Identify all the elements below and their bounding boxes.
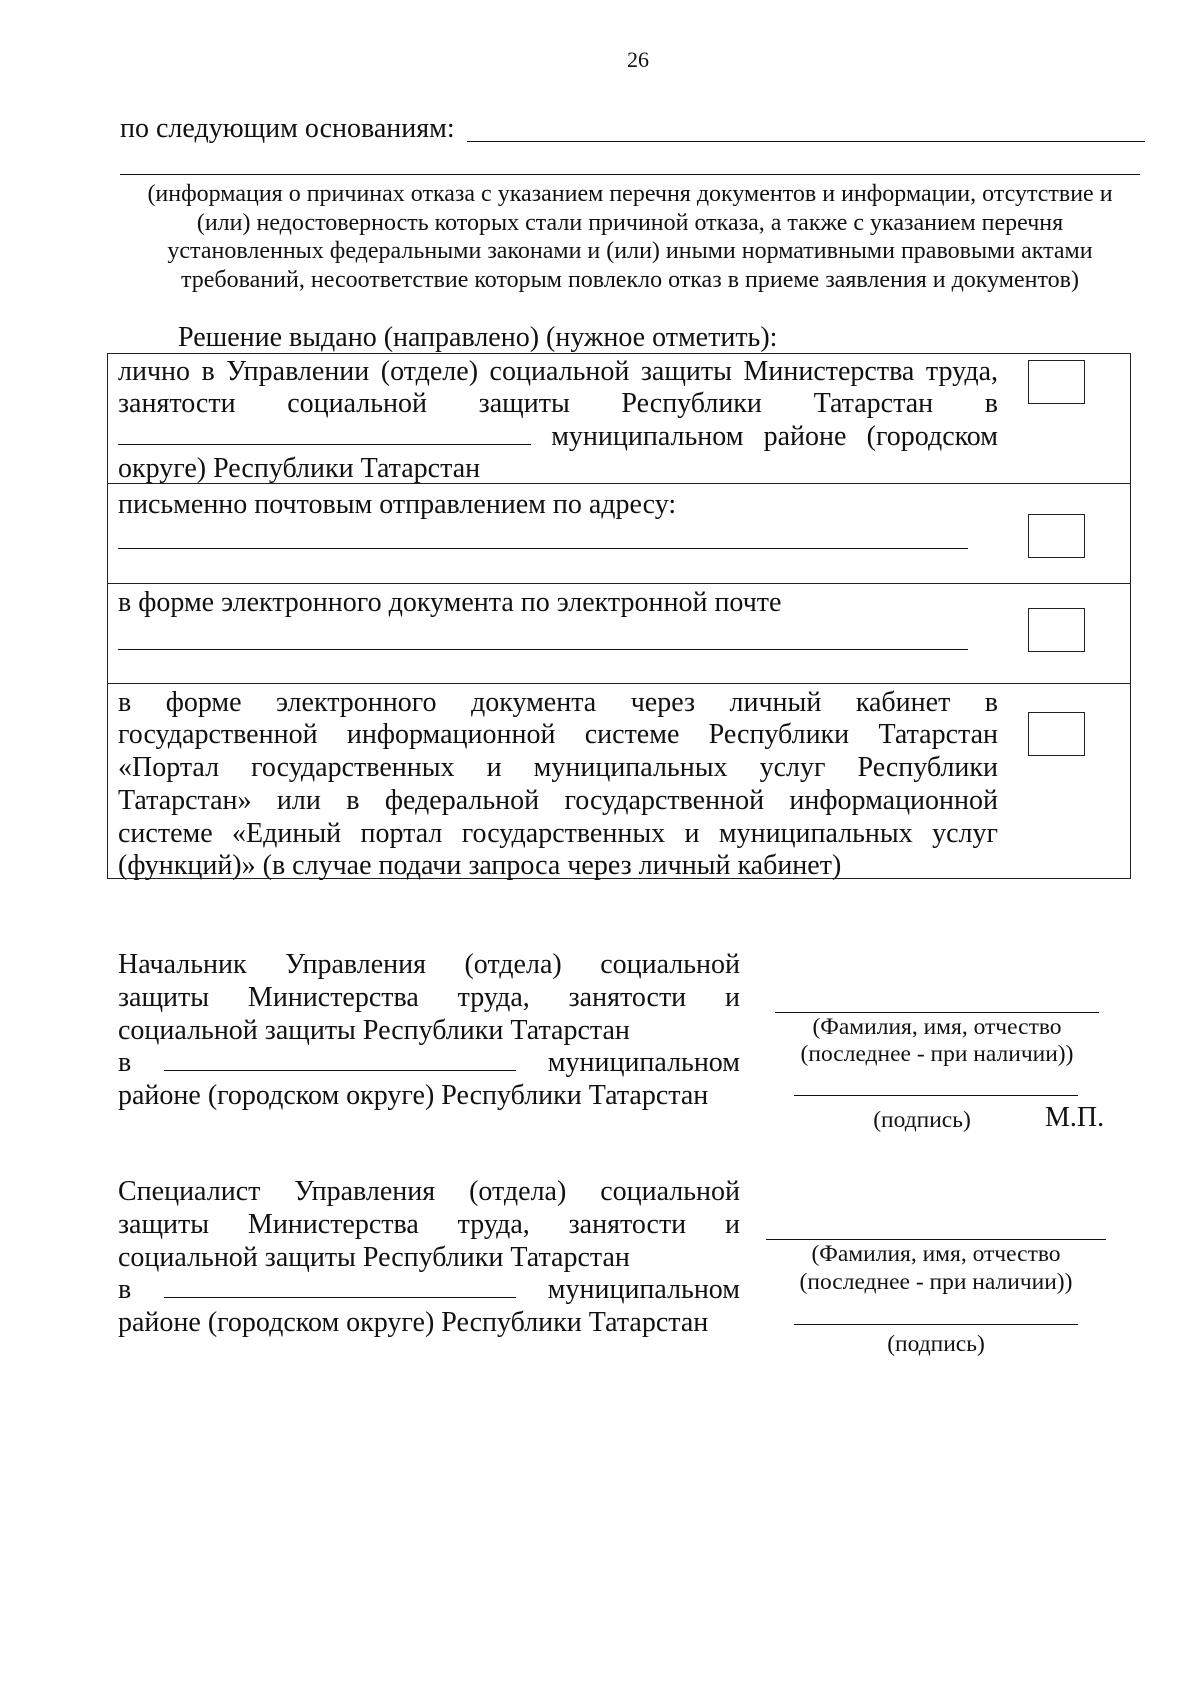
caption-line: (последнее - при наличии))	[799, 1269, 1073, 1295]
option-text-line: в форме электронного документа через личный кабинет в	[118, 686, 998, 718]
full-name-caption	[775, 1014, 1099, 1068]
district-suffix: муниципальном	[547, 1047, 740, 1079]
option-by-mail-text: письменно почтовым отправлением по адресу:	[118, 488, 677, 520]
option-in-person	[108, 354, 1130, 483]
option-text-line: (функций)» (в случае подачи запроса через личный кабинет)	[118, 850, 842, 882]
stamp-place-label: М.П.	[1045, 1102, 1105, 1133]
email-field	[118, 620, 968, 650]
address-field	[118, 519, 968, 549]
grounds-note-line: требований, несоответствие которым повлекло отказ в приеме заявления и документов)	[181, 267, 1079, 294]
head-full-name-field	[775, 983, 1099, 1013]
option-in-person-text	[118, 356, 998, 486]
head-signature-field	[794, 1066, 1078, 1096]
option-text-line: государственной информационной системе Республики Татарстан	[118, 719, 998, 751]
grounds-label: по следующим основаниям:	[120, 113, 455, 144]
option-text-fragment: муниципальном районе (городском	[551, 420, 998, 452]
decision-heading: Решение выдано (направлено) (нужное отметить):	[178, 322, 778, 353]
option-text-line: Татарстан» или в федеральной государственной информационной	[118, 784, 998, 816]
position-line: районе (городском округе) Республики Татарстан	[118, 1307, 709, 1339]
specialist-signature-field	[794, 1295, 1078, 1325]
caption-line: (Фамилия, имя, отчество	[812, 1014, 1062, 1040]
checkbox-personal-account	[1028, 712, 1085, 756]
caption-line: (Фамилия, имя, отчество	[811, 1241, 1061, 1267]
option-personal-account-text	[118, 687, 998, 884]
position-line: защиты Министерства труда, занятости и	[118, 981, 740, 1013]
grounds-continuation-line	[120, 174, 1140, 175]
grounds-note-line: (информация о причинах отказа с указанием перечня документов и информации, отсутствие и	[147, 181, 1113, 207]
position-line-with-field	[118, 1047, 740, 1080]
grounds-note-line: установленных федеральными законами и (или) иными нормативными правовыми актами	[167, 238, 1093, 265]
position-line: Начальник Управления (отдела) социальной	[118, 949, 740, 980]
signature-caption: (подпись)	[887, 1331, 985, 1357]
position-line: защиты Министерства труда, занятости и	[118, 1208, 740, 1240]
option-by-email	[108, 583, 1130, 683]
option-text-line: системе «Единый портал государственных и муниципальных услуг	[118, 817, 998, 849]
option-personal-account	[108, 683, 1130, 882]
checkbox-by-mail	[1028, 514, 1085, 558]
page-number: 26	[627, 47, 649, 72]
option-text-line-with-field	[118, 421, 998, 454]
district-prefix: в	[118, 1047, 132, 1079]
district-field	[118, 423, 531, 445]
district-field	[164, 1276, 516, 1298]
grounds-field	[467, 111, 1145, 142]
district-prefix: в	[118, 1274, 132, 1306]
option-by-mail	[108, 483, 1130, 583]
position-line-with-field	[118, 1274, 740, 1307]
position-line: районе (городском округе) Республики Татарстан	[118, 1080, 709, 1112]
decision-options-table	[107, 353, 1131, 882]
district-field	[164, 1049, 516, 1071]
checkbox-by-email	[1028, 608, 1085, 652]
option-text-line: лично в Управлении (отделе) социальной защиты Министерства труда,	[118, 355, 998, 387]
signature-caption: (подпись)	[873, 1107, 971, 1133]
position-line: социальной защиты Республики Татарстан	[118, 1014, 630, 1046]
full-name-caption	[766, 1240, 1106, 1296]
option-text-line: занятости социальной защиты Республики Татарстан в	[118, 388, 998, 419]
position-line: социальной защиты Республики Татарстан	[118, 1241, 630, 1273]
specialist-position-text	[118, 1176, 740, 1340]
checkbox-in-person	[1028, 360, 1085, 404]
grounds-note	[120, 180, 1140, 295]
specialist-full-name-field	[766, 1210, 1106, 1240]
option-text-line: округе) Республики Татарстан	[118, 453, 481, 484]
grounds-note-line: (или) недостоверность которых стали причиной отказа, а также с указанием перечня	[196, 209, 1064, 236]
option-by-email-text: в форме электронного документа по электронной почте	[118, 586, 782, 618]
position-line: Специалист Управления (отдела) социальной	[118, 1176, 740, 1207]
caption-line: (последнее - при наличии))	[800, 1041, 1074, 1067]
district-suffix: муниципальном	[547, 1274, 740, 1306]
option-text-line: «Портал государственных и муниципальных услуг Республики	[118, 752, 998, 784]
head-position-text	[118, 949, 740, 1113]
